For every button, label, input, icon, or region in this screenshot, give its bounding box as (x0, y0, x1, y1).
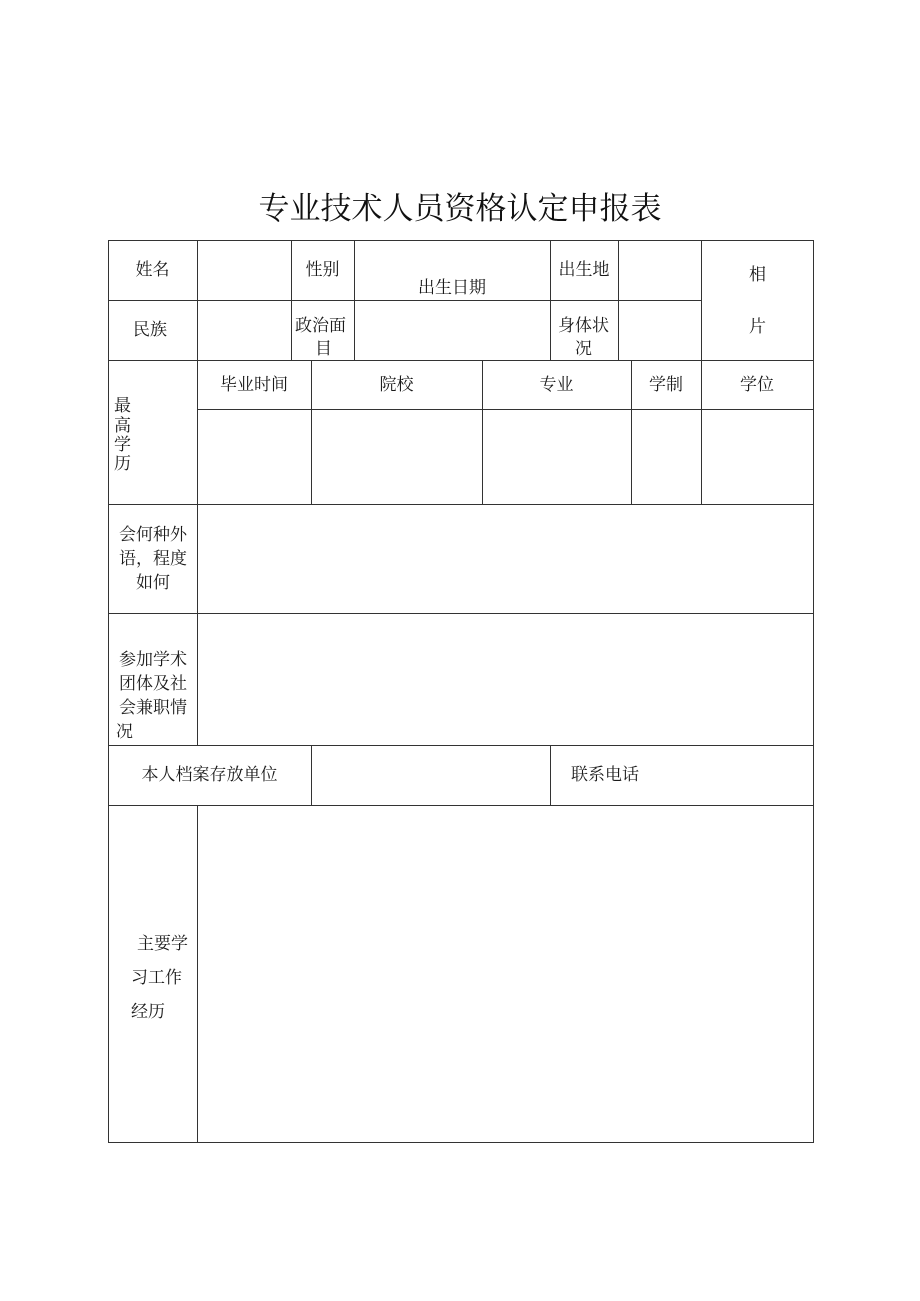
health-field[interactable] (619, 301, 701, 360)
political-status-field[interactable] (355, 301, 550, 360)
table-border-right (813, 240, 814, 1143)
birthdate-label: 出生日期 (418, 278, 486, 298)
gender-label: 性别 (305, 260, 340, 280)
name-label: 姓名 (135, 260, 170, 280)
ethnicity-field[interactable] (198, 301, 291, 360)
birthplace-field[interactable] (619, 241, 701, 300)
archive-unit-label: 本人档案存放单位 (141, 765, 278, 785)
institution-field[interactable] (312, 410, 482, 504)
archive-unit-field[interactable] (312, 746, 550, 805)
history-label-line: 经历 (131, 1002, 165, 1022)
associations-field[interactable] (198, 614, 813, 745)
political-status-label-line1: 政治面 (295, 316, 346, 336)
degree-header: 学位 (740, 375, 774, 395)
duration-field[interactable] (632, 410, 701, 504)
graduation-time-field[interactable] (198, 410, 311, 504)
row-divider (108, 360, 814, 361)
political-status-label-line2: 目 (315, 339, 332, 359)
page-title: 专业技术人员资格认定申报表 (258, 191, 662, 227)
history-label-line: 主要学 (137, 934, 188, 954)
languages-label-line: 会何种外 (119, 525, 187, 545)
associations-label-line: 参加学术 (119, 650, 187, 670)
graduation-time-header: 毕业时间 (220, 375, 288, 395)
column-divider (550, 240, 551, 360)
column-divider (291, 240, 292, 360)
name-field[interactable] (198, 241, 291, 300)
phone-field[interactable] (660, 746, 813, 805)
highest-education-label-char: 学 (114, 435, 131, 455)
phone-label: 联系电话 (571, 765, 639, 785)
duration-header: 学制 (649, 375, 683, 395)
associations-label-line: 会兼职情 (119, 698, 187, 718)
photo-area[interactable] (702, 241, 813, 360)
highest-education-label-char: 高 (114, 416, 131, 436)
degree-field[interactable] (702, 410, 813, 504)
languages-field[interactable] (198, 505, 813, 613)
photo-label-line2: 片 (749, 317, 766, 337)
associations-label-line: 团体及社 (119, 674, 187, 694)
languages-label-line: 语，程度 (119, 549, 187, 569)
institution-header: 院校 (379, 375, 414, 395)
table-border-bottom (108, 1142, 814, 1143)
major-header: 专业 (539, 375, 574, 395)
birthplace-label: 出生地 (558, 260, 610, 280)
languages-label-line: 如何 (136, 573, 170, 593)
health-label-line2: 况 (575, 339, 592, 359)
ethnicity-label: 民族 (133, 320, 167, 340)
photo-label-line1: 相 (749, 265, 766, 285)
associations-label-line: 况 (116, 722, 133, 742)
column-divider (550, 745, 551, 805)
highest-education-label-char: 最 (114, 396, 131, 416)
history-field[interactable] (198, 806, 813, 1142)
major-field[interactable] (483, 410, 631, 504)
highest-education-label-char: 历 (114, 454, 131, 474)
health-label-line1: 身体状 (558, 316, 609, 336)
history-label-line: 习工作 (131, 968, 182, 988)
